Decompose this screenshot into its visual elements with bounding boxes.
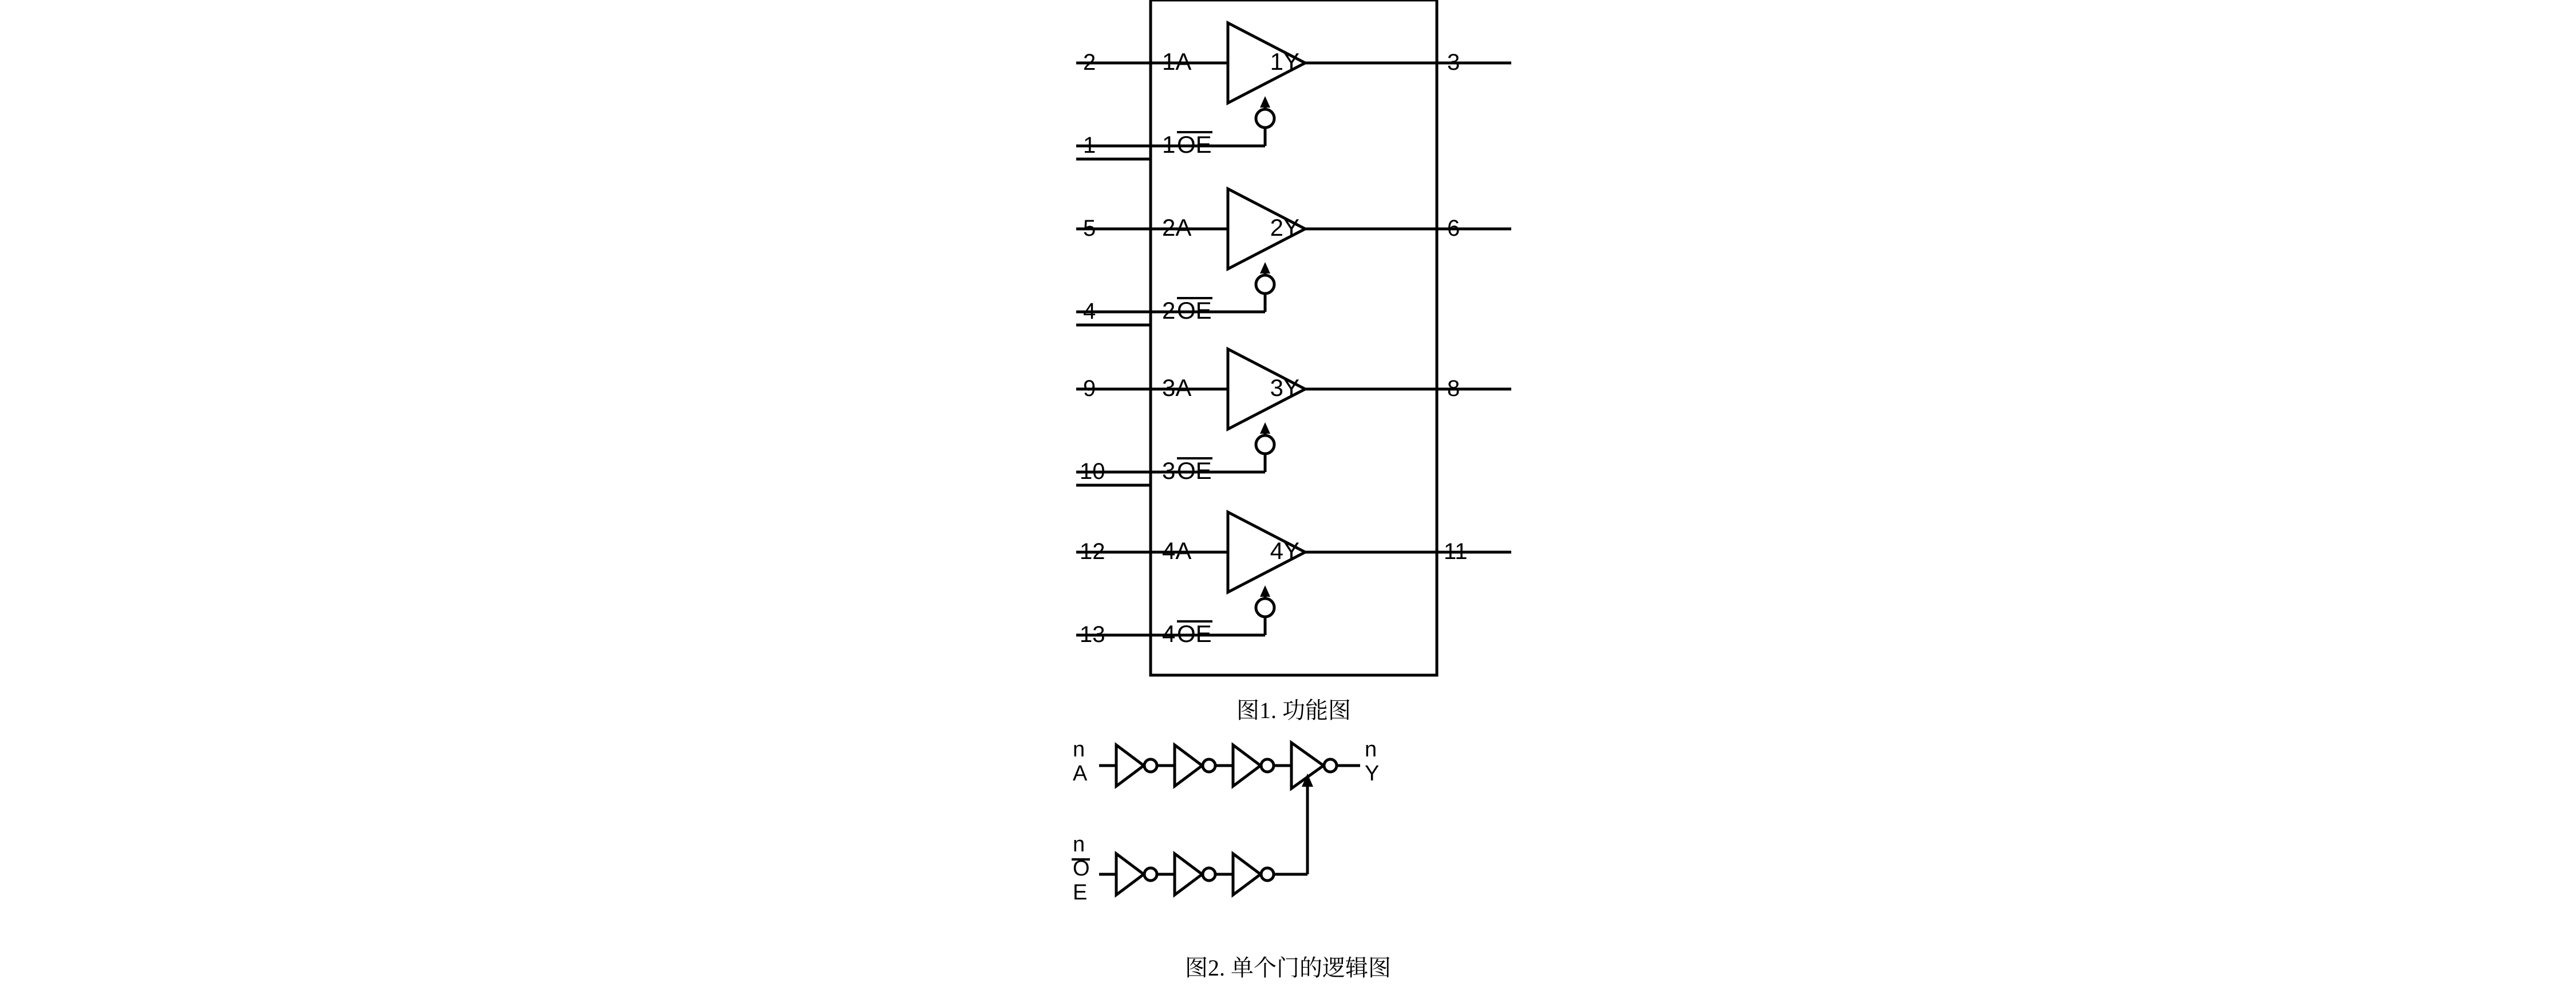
buffer-2-output-label: 2Y (1270, 214, 1299, 241)
buffer-2-output-pin: 6 (1447, 216, 1460, 241)
label-noe-line3: E (1073, 881, 1088, 905)
buffer-4-input-label: 4A (1162, 537, 1192, 564)
buffer-4-oe-prefix: 4 (1162, 620, 1176, 647)
buffer-4-oe-bar-text: OE (1177, 620, 1212, 647)
label-ny-line1: n (1365, 738, 1377, 762)
figure1-caption: 图1. 功能图 (1236, 697, 1351, 723)
buffer-2-oe-bar-text: OE (1177, 297, 1212, 324)
buffer-4-input-pin: 12 (1080, 539, 1105, 564)
buffer-4-oe-label (1162, 620, 1212, 647)
figure2-logic-diagram (1065, 732, 1534, 933)
label-na (1073, 738, 1088, 786)
package-outline (1151, 0, 1437, 675)
buffer-2-input-label: 2A (1162, 214, 1192, 241)
label-noe (1072, 833, 1090, 905)
buffer-1-input-label: 1A (1162, 48, 1192, 75)
label-noe-line2: O (1073, 857, 1090, 881)
buffer-2 (1076, 189, 1511, 325)
buffer-1-output-pin: 3 (1447, 50, 1460, 75)
buffer-3 (1076, 349, 1511, 485)
buffer-3-input-label: 3A (1162, 374, 1192, 401)
buffer-2-oe-pin: 4 (1083, 299, 1096, 324)
inverter-a3 (1233, 745, 1261, 786)
buffer-1-input-pin: 2 (1083, 50, 1096, 75)
buffer-3-oe-prefix: 3 (1162, 457, 1176, 484)
inverter-b2-bubble (1203, 868, 1215, 881)
buffer-2-oe-prefix: 2 (1162, 297, 1176, 324)
inverter-a2-bubble (1203, 759, 1215, 772)
inverter-b2 (1175, 854, 1202, 895)
inverter-b3 (1233, 854, 1261, 895)
buffer-4-output-label: 4Y (1270, 537, 1299, 564)
inverter-a3-bubble (1261, 759, 1274, 772)
inverter-a1 (1116, 745, 1144, 786)
inverter-b1-bubble (1144, 868, 1157, 881)
buffer-2-oe-label (1162, 297, 1212, 324)
buffer-4-output-pin: 11 (1444, 539, 1468, 564)
buffer-1-oe-prefix: 1 (1162, 131, 1176, 158)
buffer-3-input-pin: 9 (1083, 376, 1096, 401)
figure2-caption: 图2. 单个门的逻辑图 (1185, 955, 1391, 981)
buffer-1-oe-bar-text: OE (1177, 131, 1212, 158)
buffer-1 (1076, 23, 1511, 159)
inverter-b1 (1116, 854, 1144, 895)
label-na-line1: n (1073, 738, 1085, 762)
buffer-4-oe-pin: 13 (1080, 622, 1105, 647)
inverter-a1-bubble (1144, 759, 1157, 772)
output-bubble (1324, 759, 1337, 772)
buffer-3-oe-pin: 10 (1080, 459, 1105, 484)
buffer-3-oe-label (1162, 457, 1212, 484)
inverter-b3-bubble (1261, 868, 1274, 881)
figure1-function-diagram (1076, 0, 1511, 678)
buffer-3-output-label: 3Y (1270, 374, 1299, 401)
label-noe-line1: n (1073, 833, 1085, 857)
buffer-1-oe-label (1162, 131, 1212, 158)
buffer-4 (1076, 512, 1511, 635)
buffer-3-oe-bar-text: OE (1177, 457, 1212, 484)
buffer-1-output-label: 1Y (1270, 48, 1299, 75)
buffer-1-oe-pin: 1 (1083, 133, 1096, 158)
label-ny (1365, 738, 1379, 786)
buffer-3-output-pin: 8 (1447, 376, 1460, 401)
buffer-2-input-pin: 5 (1083, 216, 1096, 241)
label-na-line2: A (1073, 762, 1088, 786)
label-ny-line2: Y (1365, 762, 1380, 786)
inverter-a2 (1175, 745, 1202, 786)
